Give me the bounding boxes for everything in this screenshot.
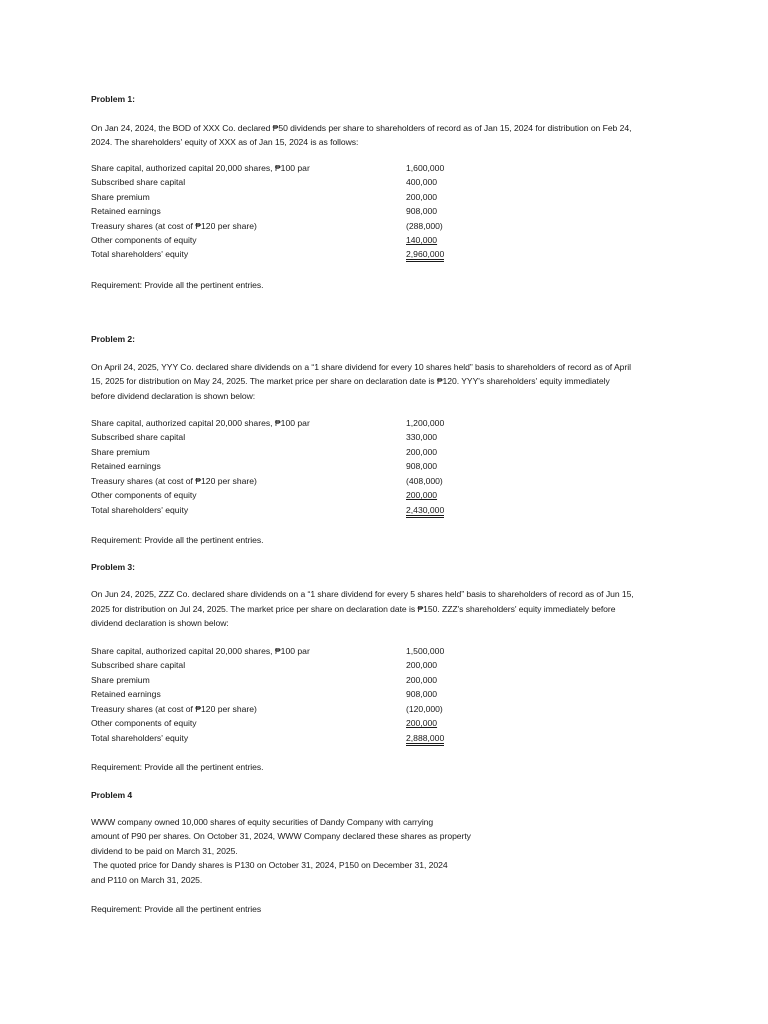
problem-3-row-amount: 200,000 xyxy=(406,718,438,728)
problem-2-row-amount: 200,000 xyxy=(406,447,438,457)
problem-3-row-amount: 200,000 xyxy=(406,675,438,685)
problem-3-row-item: Other components of equity xyxy=(91,718,197,728)
problem-2-paragraph-line: before dividend declaration is shown below: xyxy=(91,391,256,401)
problem-2-requirement: Requirement: Provide all the pertinent entries. xyxy=(91,535,264,545)
problem-2-row-item: Treasury shares (at cost of ₱120 per share) xyxy=(91,476,257,486)
problem-1-total-label: Total shareholders' equity xyxy=(91,249,189,259)
problem-1-title: Problem 1: xyxy=(91,94,135,104)
problem-1-paragraph-line: 2024. The shareholders' equity of XXX as of Jan 15, 2024 is as follows: xyxy=(91,137,359,147)
problem-1-requirement: Requirement: Provide all the pertinent entries. xyxy=(91,280,264,290)
problem-3-row-item: Subscribed share capital xyxy=(91,660,186,670)
problem-3-paragraph-line: On Jun 24, 2025, ZZZ Co. declared share dividends on a “1 share dividend for every 5 shares held” basis to shareholders of record as of Jun 15, xyxy=(91,589,634,599)
problem-2-row-amount: 330,000 xyxy=(406,432,438,442)
problem-1-row-amount: 908,000 xyxy=(406,206,438,216)
problem-3-row-amount: (120,000) xyxy=(406,704,443,714)
problem-3-row-item: Retained earnings xyxy=(91,689,161,699)
problem-1-row-item: Share premium xyxy=(91,192,150,202)
problem-1-paragraph-line: On Jan 24, 2024, the BOD of XXX Co. declared ₱50 dividends per share to shareholders of record as of Jan 15, 2024 for distribution on Feb 24, xyxy=(91,123,632,133)
problem-2-total-label: Total shareholders' equity xyxy=(91,505,189,515)
problem-2-row-item: Retained earnings xyxy=(91,461,161,471)
problem-2-row-item: Other components of equity xyxy=(91,490,197,500)
problem-4-paragraph-line: dividend to be paid on March 31, 2025. xyxy=(91,846,238,856)
problem-3-row-amount: 1,500,000 xyxy=(406,646,445,656)
problem-3-row-item: Treasury shares (at cost of ₱120 per share) xyxy=(91,704,257,714)
problem-1-row-item: Treasury shares (at cost of ₱120 per share) xyxy=(91,221,257,231)
problem-3-total-label: Total shareholders' equity xyxy=(91,733,189,743)
problem-3-paragraph-line: dividend declaration is shown below: xyxy=(91,618,229,628)
problem-4-paragraph-line: WWW company owned 10,000 shares of equity securities of Dandy Company with carrying xyxy=(91,817,434,827)
problem-3-row-amount: 200,000 xyxy=(406,660,438,670)
problem-4-requirement: Requirement: Provide all the pertinent entries xyxy=(91,904,262,914)
problem-4-paragraph-line: amount of P90 per shares. On October 31, 2024, WWW Company declared these shares as property xyxy=(91,831,471,841)
problem-3-row-item: Share capital, authorized capital 20,000 shares, ₱100 par xyxy=(91,646,310,656)
problem-1-row-amount: (288,000) xyxy=(406,221,443,231)
problem-2-total-amount: 2,430,000 xyxy=(406,506,444,518)
problem-1-row-item: Retained earnings xyxy=(91,206,161,216)
problem-2-paragraph-line: On April 24, 2025, YYY Co. declared share dividends on a “1 share dividend for every 10 shares held” basis to shareholders of record as of April xyxy=(91,362,631,372)
problem-2-paragraph-line: 15, 2025 for distribution on May 24, 2025. The market price per share on declaration date is ₱120. YYY's shareholders' equity immediately xyxy=(91,376,610,386)
problem-1-row-item: Subscribed share capital xyxy=(91,177,186,187)
problem-1-row-amount: 1,600,000 xyxy=(406,163,445,173)
problem-3-row-item: Share premium xyxy=(91,675,150,685)
problem-1-row-item: Other components of equity xyxy=(91,235,197,245)
problem-2-row-amount: 200,000 xyxy=(406,490,438,500)
problem-2-row-item: Subscribed share capital xyxy=(91,432,186,442)
problem-1-total-amount: 2,960,000 xyxy=(406,250,444,262)
problem-2-row-amount: 908,000 xyxy=(406,461,438,471)
problem-4-paragraph-line: and P110 on March 31, 2025. xyxy=(91,875,203,885)
problem-1-row-amount: 140,000 xyxy=(406,235,438,245)
problem-4-paragraph-line: The quoted price for Dandy shares is P130 on October 31, 2024, P150 on December 31, 2024 xyxy=(91,860,448,870)
problem-2-row-item: Share capital, authorized capital 20,000 shares, ₱100 par xyxy=(91,418,310,428)
problem-1-row-amount: 400,000 xyxy=(406,177,438,187)
problem-2-row-amount: (408,000) xyxy=(406,476,443,486)
problem-1-row-item: Share capital, authorized capital 20,000 shares, ₱100 par xyxy=(91,163,310,173)
problem-3-total-amount: 2,888,000 xyxy=(406,734,444,746)
problem-2-title: Problem 2: xyxy=(91,334,135,344)
problem-3-requirement: Requirement: Provide all the pertinent entries. xyxy=(91,762,264,772)
problem-2-row-item: Share premium xyxy=(91,447,150,457)
problem-4-title: Problem 4 xyxy=(91,790,133,800)
problem-3-row-amount: 908,000 xyxy=(406,689,438,699)
problem-3-paragraph-line: 2025 for distribution on Jul 24, 2025. The market price per share on declaration date is ₱150. ZZZ's shareholders' equity immediately before xyxy=(91,604,616,614)
problem-1-row-amount: 200,000 xyxy=(406,192,438,202)
problem-3-title: Problem 3: xyxy=(91,562,135,572)
problem-2-row-amount: 1,200,000 xyxy=(406,418,445,428)
